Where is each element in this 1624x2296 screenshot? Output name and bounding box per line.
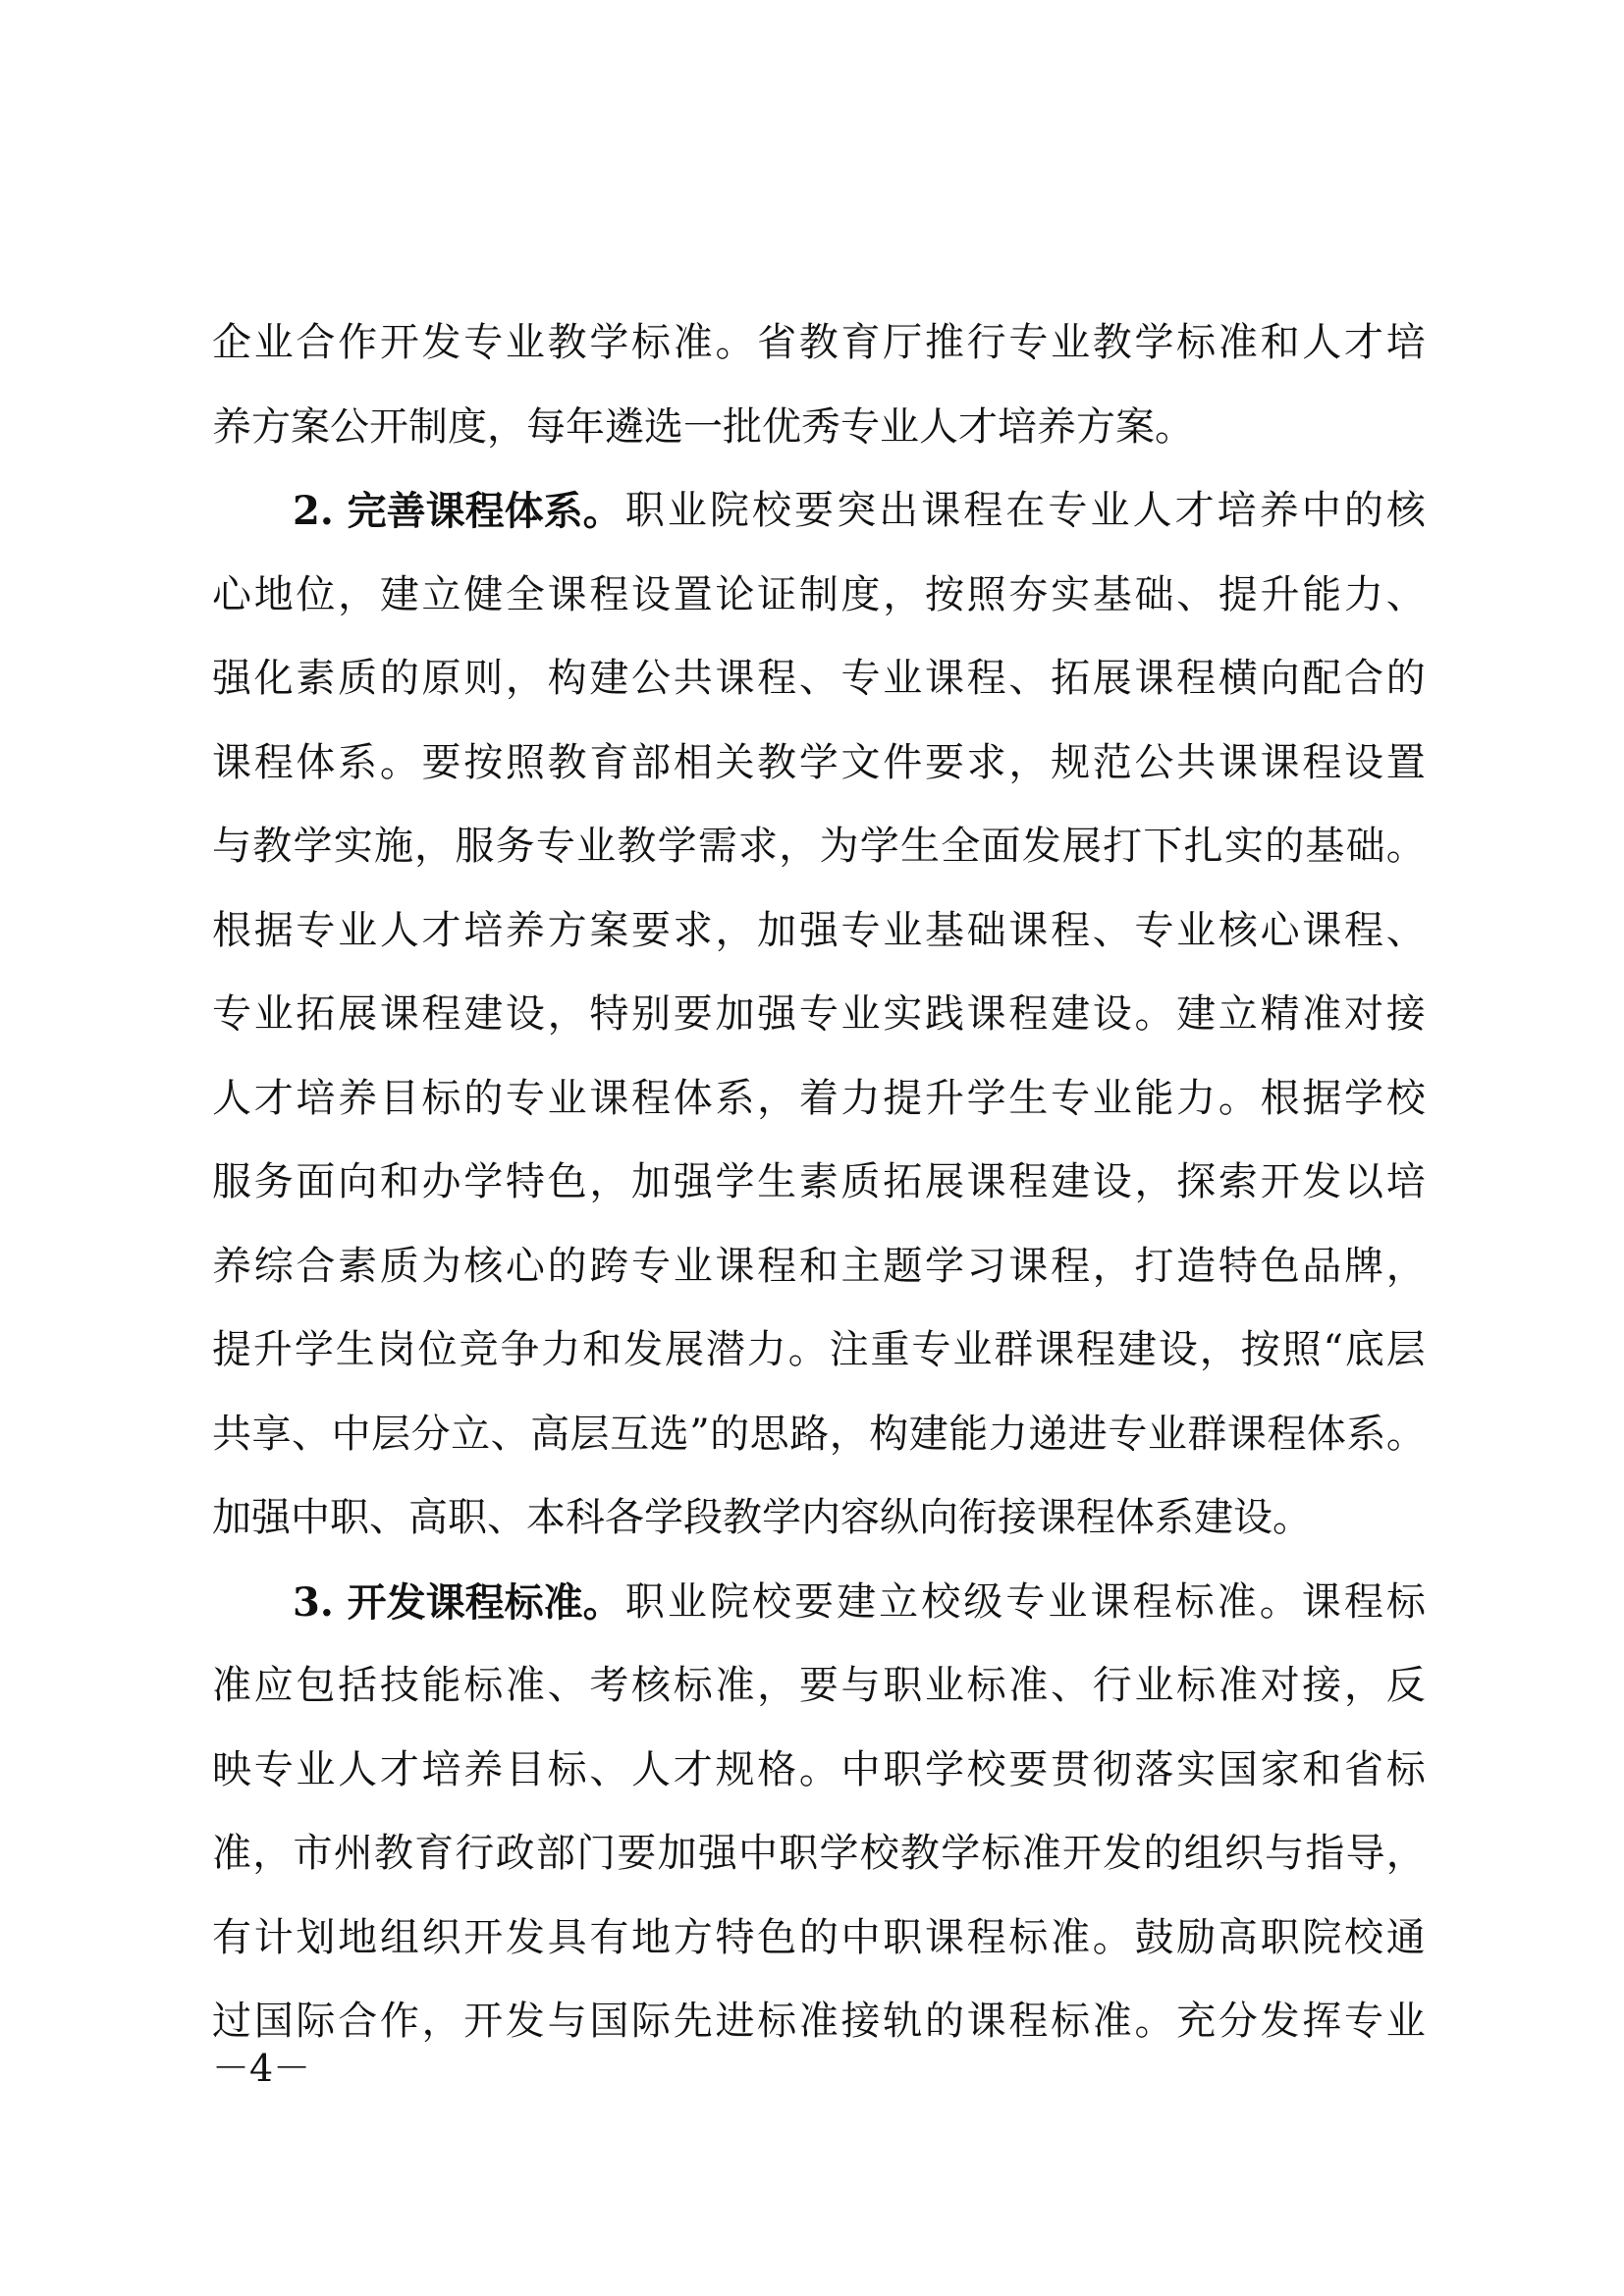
text-line: 课 程 体 系 。 要 按 照 教 育 部 相 关 教 学 文 件 要 求 ， 规 范 公 共 课 课 程 设 置 — [212, 739, 1426, 785]
line-text: 加强中职、高职、本科各学段教学内容纵向衔接课程体系建设。 — [212, 1495, 1312, 1540]
section-heading: 2. 完善课程体系。 — [293, 488, 623, 534]
text-line: 强 化 素 质 的 原 则 ， 构 建 公 共 课 程 、 专 业 课 程 、 拓 展 课 程 横 向 配 合 的 — [212, 656, 1426, 701]
text-line: 准 应 包 括 技 能 标 准 、 考 核 标 准 ， 要 与 职 业 标 准 、 行 业 标 准 对 接 ， 反 — [212, 1663, 1426, 1708]
text-line: 过 国 际 合 作 ， 开 发 与 国 际 先 进 标 准 接 轨 的 课 程 标 准 。 充 分 发 挥 专 业 — [212, 1999, 1426, 2044]
section-heading-line: 2. 完善课程体系。 职 业 院 校 要 突 出 课 程 在 专 业 人 才 培 养 中 的 核 — [212, 469, 1426, 554]
text-line: 映 专 业 人 才 培 养 目 标 、 人 才 规 格 。 中 职 学 校 要 贯 彻 落 实 国 家 和 省 标 — [212, 1746, 1426, 1792]
body-text — [212, 301, 1426, 2064]
text-line: 有 计 划 地 组 织 开 发 具 有 地 方 特 色 的 中 职 课 程 标 准 。 鼓 励 高 职 院 校 通 — [212, 1914, 1426, 1960]
text-line: 服 务 面 向 和 办 学 特 色 ， 加 强 学 生 素 质 拓 展 课 程 建 设 ， 探 索 开 发 以 培 — [212, 1159, 1426, 1204]
section-heading-line: 3. 开发课程标准。 职 业 院 校 要 建 立 校 级 专 业 课 程 标 准 。 课 程 标 — [212, 1561, 1426, 1645]
section-heading: 3. 开发课程标准。 — [293, 1578, 623, 1626]
text-line: 人 才 培 养 目 标 的 专 业 课 程 体 系 ， 着 力 提 升 学 生 专 业 能 力 。 根 据 学 校 — [212, 1075, 1426, 1121]
text-line: 提 升 学 生 岗 位 竞 争 力 和 发 展 潜 力 。 注 重 专 业 群 课 程 建 设 ， 按 照 “ 底 层 — [212, 1327, 1426, 1372]
text-line: 专 业 拓 展 课 程 建 设 ， 特 别 要 加 强 专 业 实 践 课 程 建 设 。 建 立 精 准 对 接 — [212, 991, 1426, 1037]
text-line: 与 教 学 实 施 ， 服 务 专 业 教 学 需 求 ， 为 学 生 全 面 发 展 打 下 扎 实 的 基 础 。 — [212, 824, 1426, 869]
page-number: －4－ — [212, 2047, 311, 2090]
text-line: 心 地 位 ， 建 立 健 全 课 程 设 置 论 证 制 度 ， 按 照 夯 实 基 础 、 提 升 能 力 、 — [212, 571, 1426, 617]
text-line: 根 据 专 业 人 才 培 养 方 案 要 求 ， 加 强 专 业 基 础 课 程 、 专 业 核 心 课 程 、 — [212, 907, 1426, 953]
line-text: 养方案公开制度，每年遴选一批优秀专业人才培养方案。 — [212, 403, 1194, 450]
text-line: 养 综 合 素 质 为 核 心 的 跨 专 业 课 程 和 主 题 学 习 课 程 ， 打 造 特 色 品 牌 ， — [212, 1243, 1426, 1289]
text-line — [212, 1476, 1426, 1561]
text-line: 企 业 合 作 开 发 专 业 教 学 标 准 。 省 教 育 厅 推 行 专 业 教 学 标 准 和 人 才 培 — [212, 320, 1426, 365]
text-line — [212, 386, 1426, 470]
text-line: 共 享 、 中 层 分 立 、 高 层 互 选 ” 的 思 路 ， 构 建 能 力 递 进 专 业 群 课 程 体 系 。 — [212, 1411, 1426, 1457]
text-line: 准 ， 市 州 教 育 行 政 部 门 要 加 强 中 职 学 校 教 学 标 准 开 发 的 组 织 与 指 导 ， — [212, 1831, 1426, 1876]
